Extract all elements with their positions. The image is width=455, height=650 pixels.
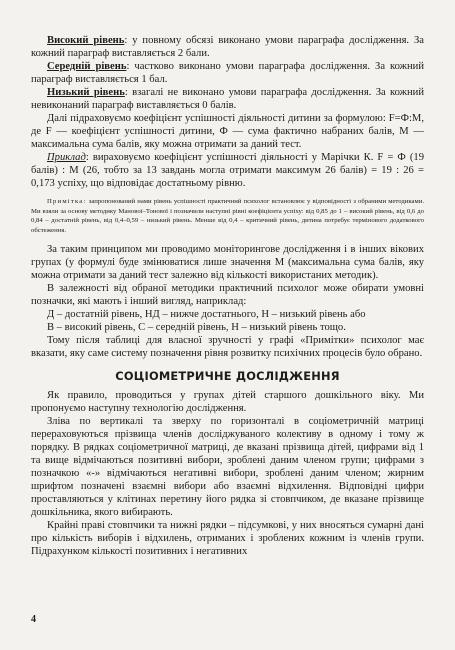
high-level-label: Високий рівень [47, 35, 125, 46]
paragraph-medium-level [31, 60, 424, 86]
page-content [31, 34, 424, 558]
low-level-label: Низький рівень [47, 87, 125, 98]
high-level-text: : у повному обсязі виконано умови параграфа дослідження. За кожний параграф виставляється 2 бали. [31, 35, 424, 59]
paragraph-monitoring: За таким принципом ми проводимо моніторингове дослідження і в інших вікових групах (у формулі буде змінюватися лише значення М (максимальна сума балів, яку можна отримати за даний тест залежно від кількості використаних методик). [31, 244, 424, 282]
page-number: 4 [31, 614, 36, 625]
paragraph-example [31, 151, 424, 190]
footnote-note [31, 197, 424, 235]
paragraph-notes-column: Тому після таблиці для власної зручності у графі «Примітки» психолог має вказати, яку саме систему позначення рівня розвитку психічних процесів було обрано. [31, 335, 424, 360]
low-level-text: : взагалі не виконано умови параграфа дослідження. За кожний невиконаний параграф виставляється 0 балів. [31, 87, 424, 111]
example-label: Приклад [47, 152, 86, 163]
note-text: запропонований нами рівень успішності практичний психолог встановлює у відповідності з обраними методиками. Ми взяли за основу методику Манової–Тонової і позначили наступні рівні коефіцієнта успіху: від 0,85 до 1 – високий рівень, від 0,6 до 0,84 – достатній рівень, від 0,4–0,59 – низький рівень. Менше від 0,4 – критичний рівень, дитина потребує термінового додаткового обстеження. [31, 198, 424, 234]
paragraph-sociometry-intro: Як правило, проводиться у групах дітей старшого дошкільного віку. Ми пропонуємо наступну технологію дослідження. [31, 390, 424, 415]
section-heading: СОЦІОМЕТРИЧНЕ ДОСЛІДЖЕННЯ [115, 369, 340, 384]
paragraph-notation-2: В – високий рівень, С – середній рівень, Н – низький рівень тощо. [47, 322, 346, 334]
note-label: Примітка: [47, 198, 87, 205]
paragraph-method-choice: В залежності від обраної методики практичний психолог може обирати умовні позначки, які мають і інший вигляд, наприклад: [31, 283, 424, 308]
example-text: : вираховуємо коефіцієнт успішності діяльності у Марічки К. F = Ф (19 балів) : М (26, тобто за 13 завдань могла отримати максимум 26 балів) = 19 : 26 = 0,173 успіху, що відповідає достатньому рівню. [31, 152, 424, 189]
paragraph-low-level [31, 86, 424, 112]
paragraph-sociometry-matrix: Зліва по вертикалі та зверху по горизонталі в соціометричній матриці перераховуються прізвища членів досліджуваного колективу в одному і тому ж порядку. В рядках соціометричної матриці, де вказані прізвища дітей, цифрами від 1 та вище відмічаються позитивні вибори, зроблені даним членом групи; цифрами з позначкою «-» відмічаються негативні вибори, зроблені даним членом; жирним шрифтом позначені взаємні вибори або взаємні відхилення. Відповідні цифри проставляються у клітинах перетину його рядка зі стовпчиком, де вказане прізвище дошкільника, якого вибирають. [31, 416, 424, 519]
paragraph-formula: Далі підраховуємо коефіцієнт успішності діяльності дитини за формулою: F=Ф:М, де F — коефіцієнт успішності дитини, Ф — сума фактично набраних балів, М — максимальна сума балів, яку можна отримати за даний тест. [31, 113, 424, 150]
paragraph-high-level [31, 34, 424, 60]
paragraph-summary-columns: Крайні праві стовпчики та нижні рядки – підсумкові, у них вносяться сумарні дані про кількість виборів і відхилень, отриманих і зроблених кожним із членів групи. Підрахунком кількості позитивних і негативних [31, 520, 424, 558]
medium-level-label: Середній рівень [47, 61, 127, 72]
medium-level-text: : частково виконано умови параграфа дослідження. За кожний параграф виставляється 1 бал. [31, 61, 424, 85]
paragraph-notation-1: Д – достатній рівень, НД – нижче достатнього, Н – низький рівень або [47, 309, 366, 321]
